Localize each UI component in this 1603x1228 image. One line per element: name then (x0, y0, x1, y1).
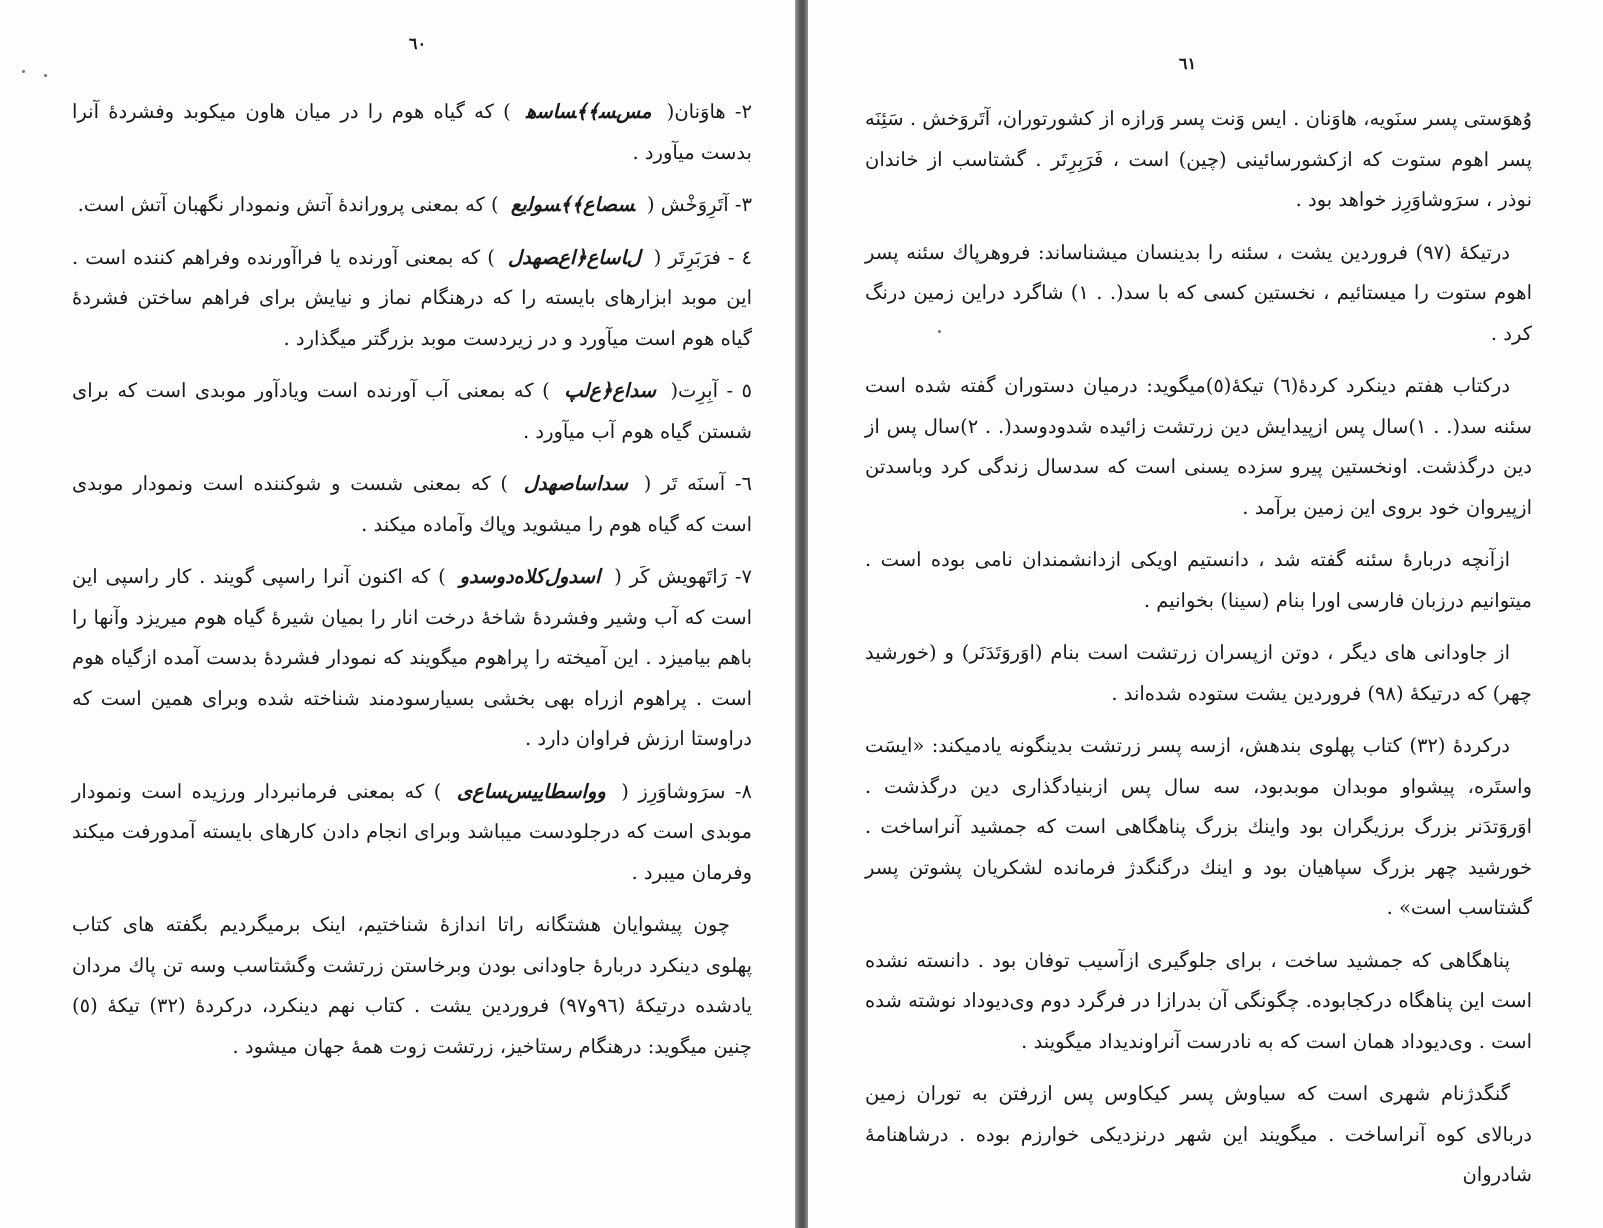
paragraph-item-3 (72, 185, 752, 226)
paragraph-item-8 (72, 772, 752, 894)
paragraph: وُهوَستی پسر سنَویه، هاوَنان . ایس وَنت پسر وَرازه از کشورتوران، آتَروَخش . سَئِنَه پسر اهوم ستوت که ازکشورسائینی (چین) است ، فَرَبِرِتَر . گشتاسب از خاندان نوذر ، سرَوشاوَرِز خواهد بود . (865, 107, 1532, 211)
scan-speck (938, 330, 941, 333)
avestan-script: ﺍﺳﺪﻭﻝﻛﻼﻩﺩﻭﺳﺪﻭ (459, 565, 601, 588)
item-title: ٧- رَاتَهویش کَر ( (614, 565, 753, 588)
paragraph: پناهگاهی که جمشید ساخت ، برای جلوگیری ازآسیب توفان بود . دانسته نشده است این پناهگاه درکجابوده. چگونگی آن بدرازا در فرگرد دوم وی‌دیوداد نوشته شده است . وی‌دیوداد همان است که به نادرست آنراوندیداد میگویند . (865, 948, 1532, 1053)
paragraph: درکتاب هفتم دینکرد کردهٔ(٦) تیکهٔ(٥)میگوید: درمیان دستوران گفته شده است سئنه سد(. . ١)سال پس ازپیدایش دین زرتشت زائیده شدودوسد(. . ٢)سال پس از دین درگذشت. اونخستین پیرو سزده یسنی است که سدسال زندگی کرد وباسدتن ازپیروان خود بروی این زمین برآمد . (865, 374, 1533, 519)
paragraph-closing (72, 905, 752, 1067)
item-text: ) که بمعنی فرمانبردار ورزیده است ونمودار موبدی است که درجلودست میباشد وبرای انجام دادن کارهای بایسته آمدورفت میکند وفرمان میبرد . (72, 779, 752, 884)
paragraph: گنگدژنام شهری است که سیاوش پسر کیکاوس پس ازرفتن به توران زمین دربالای کوه آنراساخت . میگویند این شهر درنزدیکی خوارزم بوده . درشاهنامهٔ شادروان (865, 1082, 1532, 1186)
paragraph: درتیکهٔ (٩٧) فروردین یشت ، سئنه را بدینسان میشناساند: فروهرپاك سئنه پسر اهوم ستوت را میستائیم ، نخستین کسی که با سد(. . ١) شاگرد دراین زمین درنگ کرد . (865, 240, 1532, 345)
avestan-script: ﻣﺲﺴ﴾﴾ﺴﺎﺳﻫ (525, 100, 652, 123)
item-title: ٤ - فرَبَرِتَر ( (653, 245, 752, 269)
item-title: ٣- آتَرِوَخْش ( (646, 193, 752, 216)
paragraph-text: چون پیشوایان هشتگانه راتا اندازهٔ شناختیم، اینک برمیگردیم بگفته های کتاب پهلوی دینکرد دربارهٔ جاودانی بودن وبرخاستن زرتشت وگشتاسب وسه تن پاك مردان یادشده درتیکهٔ (٩٦و٩٧) فروردین یشت . کتاب نهم دینکرد، درکردهٔ (٣٢) تیکهٔ (٥) چنین میگوید: درهنگام رستاخیز، زرتشت زوت همهٔ جهان میشود . (72, 913, 752, 1058)
paragraph-item-4 (72, 238, 752, 360)
item-title: ٨- سرَوشاوَرِز ( (621, 779, 753, 803)
paragraph: از جاودانی های دیگر ، دوتن ازپسران زرتشت است بنام (اوَروَتَدَنَر) و (خورشید چهر) که درتیکهٔ (٩٨) فروردین یشت ستوده شده‌اند . (865, 641, 1532, 705)
avestan-script: ﺴﺼﺎﻉ﴾﴾ﺴﻮﻟﻳﻊ (510, 193, 635, 216)
item-text: ) که بمعنی آورنده یا فراآورنده وفراهم کننده است . این موبد ابزارهای بایسته را که درهنگام نماز و نیایش برای فراهم ساختن فشردهٔ گیاه هوم است میآورد و در زیردست موبد بزرگتر میگذارد . (72, 245, 752, 350)
scan-speck (22, 70, 25, 73)
item-text: ) که اکنون آنرا راسپی گویند . کار راسپی این است که آب وشیر وفشردهٔ شاخهٔ درخت انار را بمیان شیرهٔ گیاه هوم میریزد وآنها را باهم بیامیزد . این آمیخته را پراهوم میگویند که نمودار فشردهٔ بدست آمده ازگیاه هوم است . پراهوم ازراه بهی بخشی بسیارسودمند شناخته شده وبرای همین است که دراوستا ارزش فراوان دارد . (72, 565, 752, 750)
paragraph-item-7 (72, 557, 752, 760)
paragraph: ازآنچه دربارهٔ سئنه گفته شد ، دانستیم اویکی ازدانشمندان نامی بوده است . میتوانیم درزبان فارسی اورا بنام (سینا) بخوانیم . (865, 548, 1532, 612)
item-text: ) که بمعنی شست و شوکننده است ونمودار موبدی است که گیاه هوم را میشوید وپاك وآماده میکند . (72, 472, 752, 536)
right-page (808, 0, 1603, 1228)
scan-speck (44, 74, 47, 77)
item-text: ) که بمعنی پروراندهٔ آتش ونمودار نگهبان آتش است. (77, 193, 499, 216)
item-text: ) که گیاه هوم را در میان هاون میکوبد وفشردهٔ آنرا بدست میآورد . (72, 100, 752, 164)
left-page (0, 0, 795, 1228)
avestan-script: ﺳﺪﺍﻉ﴿ﻉﻟﭗ (564, 379, 656, 402)
avestan-script: ﻝﺎﺳﺎﻉ﴿ﺍﻉﺼﻬﺪﻝ (507, 245, 641, 269)
item-text: ) که بمعنی آب آورنده است ویادآور موبدی است که برای شستن گیاه هوم آب میآورد . (72, 379, 752, 443)
avestan-script: ﺳﺪﺍﺳﺎﺻﻬﺪﻝ (523, 472, 628, 495)
paragraph-item-2 (72, 92, 752, 173)
page-number: ٦٠ (408, 34, 427, 53)
item-title: ٥ - آبِرِت( (670, 379, 753, 402)
right-page-text (865, 99, 1532, 1208)
item-title: ٢- هاوَنان( (666, 100, 752, 123)
paragraph: درکردهٔ (٣٢) کتاب پهلوی بندهش، ازسه پسر زرتشت بدینگونه یادمیکند: «ایسَت واستَره، پیشواو موبدان موبدبود، سه سال پس ازبنیادگذاری دین درگذشت . اوَروَتدَنر بزرگ برزیگران بود واینك بزرگ پناهگاهی است که جمشید آنراساخت . خورشید چهر بزرگ سپاهیان بود و اینك درگنگدژ فرمانده لشکریان پشوتن پسر گشتاسب است» . (865, 734, 1532, 919)
paragraph-item-6 (72, 464, 752, 545)
paragraph-item-5 (72, 371, 752, 452)
item-title: ٦- آسنَه تَر ( (643, 472, 753, 495)
left-page-text (72, 92, 752, 1079)
page-number: ٦١ (1178, 54, 1197, 73)
book-gutter (795, 0, 808, 1228)
avestan-script: ﻭﻭﺍﺳﻄﺎﻳﻴﺲﺴﺎﻉﻯ (456, 779, 606, 803)
